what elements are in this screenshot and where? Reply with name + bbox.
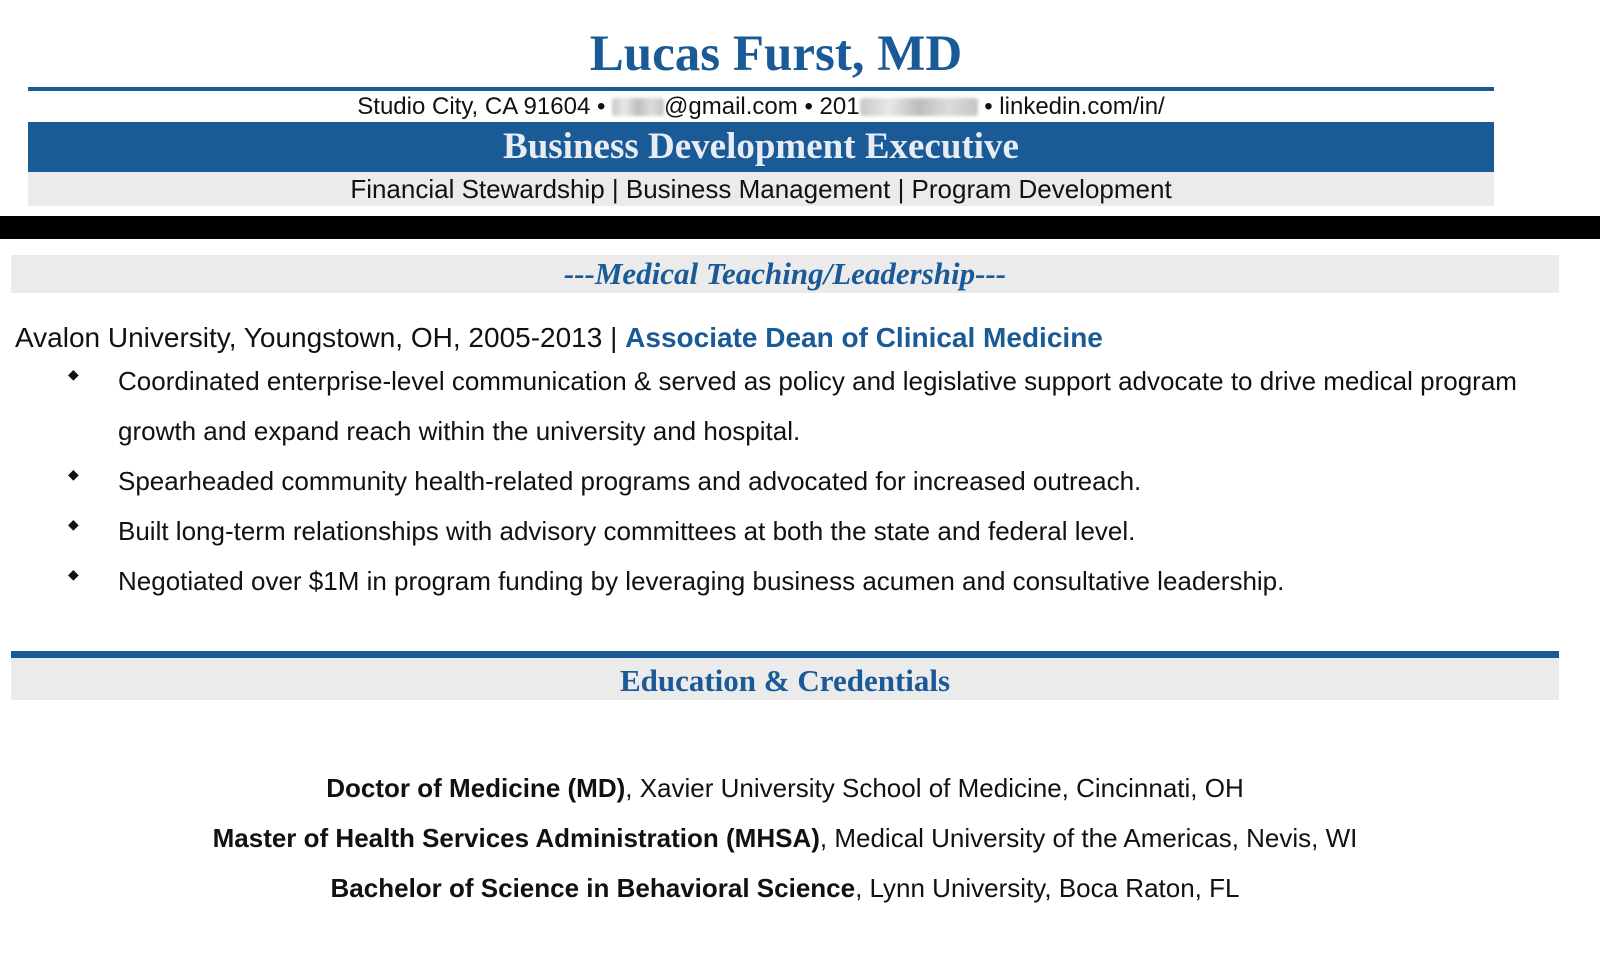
candidate-name: Lucas Furst, MD: [589, 26, 963, 82]
list-item: [60, 556, 1560, 606]
education-item: [0, 768, 1570, 808]
education-section-title: Education & Credentials: [11, 658, 1559, 700]
degree-name: Master of Health Services Administration (MHSA): [212, 823, 820, 853]
contact-city: Studio City, CA 91604 •: [357, 93, 606, 120]
degree-detail: , Medical University of the Americas, Nevis, WI: [819, 823, 1358, 853]
list-item: [60, 506, 1560, 556]
bullet-text: Built long-term relationships with advisory committees at both the state and federal level.: [118, 516, 1136, 546]
contact-linkedin[interactable]: • linkedin.com/in/: [977, 93, 1165, 120]
diamond-bullet-icon: ◆: [68, 566, 79, 582]
bullet-text: Negotiated over $1M in program funding by leveraging business acumen and consultative leadership.: [118, 566, 1285, 596]
contact-email: @gmail.com • 201: [664, 93, 860, 120]
diamond-bullet-icon: ◆: [68, 366, 79, 382]
section-separator: [0, 216, 1600, 239]
bullet-text: Spearheaded community health-related programs and advocated for increased outreach.: [118, 466, 1142, 496]
degree-detail: , Xavier University School of Medicine, Cincinnati, OH: [625, 773, 1244, 803]
degree-detail: , Lynn University, Boca Raton, FL: [855, 873, 1240, 903]
job-heading: [15, 320, 1103, 356]
list-item: [60, 356, 1560, 456]
education-divider: [11, 651, 1559, 658]
diamond-bullet-icon: ◆: [68, 466, 79, 482]
contact-line: [0, 92, 1522, 122]
experience-section-title: ---Medical Teaching/Leadership---: [11, 255, 1559, 293]
job-organization: Avalon University, Youngstown, OH, 2005-2013 |: [15, 322, 626, 353]
degree-name: Bachelor of Science in Behavioral Science: [330, 873, 856, 903]
education-item: [0, 818, 1570, 858]
degree-name: Doctor of Medicine (MD): [326, 773, 626, 803]
specialties-bar: Financial Stewardship | Business Management | Program Development: [28, 172, 1494, 206]
job-role: Associate Dean of Clinical Medicine: [625, 322, 1103, 353]
education-item: [0, 868, 1570, 908]
header-divider: [28, 87, 1494, 91]
diamond-bullet-icon: ◆: [68, 516, 79, 532]
bullet-text: Coordinated enterprise-level communication & served as policy and legislative support advocate to drive medical program growth and expand reach within the university and hospital.: [118, 366, 1517, 446]
redacted-phone: [860, 98, 978, 116]
redacted-email-user: [612, 98, 664, 116]
professional-title: Business Development Executive: [28, 122, 1494, 172]
job-bullets: [60, 356, 1560, 606]
list-item: [60, 456, 1560, 506]
